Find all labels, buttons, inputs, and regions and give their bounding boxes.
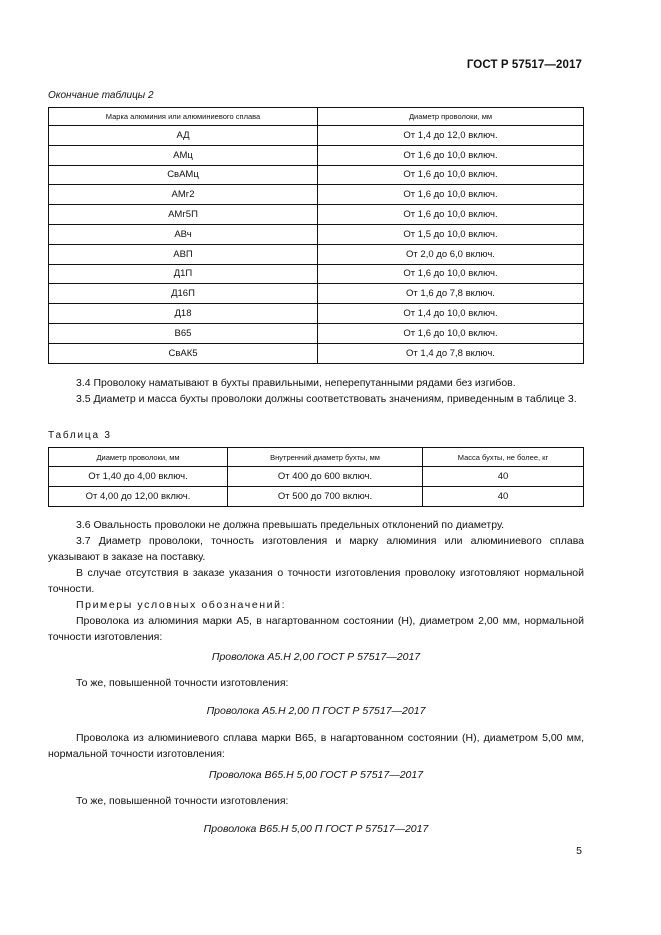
examples-title: Примеры условных обозначений: bbox=[76, 599, 287, 611]
example-2-text: То же, повышенной точности изготовления: bbox=[76, 677, 289, 689]
table-cell: АВч bbox=[49, 224, 318, 244]
example-3-designation: Проволока В65.Н 5,00 ГОСТ Р 57517—2017 bbox=[208, 769, 424, 781]
example-4-designation: Проволока В65.Н 5,00 П ГОСТ Р 57517—2017 bbox=[203, 823, 429, 835]
table-cell: СвАК5 bbox=[49, 343, 318, 363]
table-row bbox=[49, 467, 584, 487]
table-row bbox=[49, 487, 584, 507]
table-row bbox=[49, 244, 584, 264]
table-cell: От 2,0 до 6,0 включ. bbox=[318, 244, 584, 264]
table-row bbox=[49, 185, 584, 205]
table-header-cell: Диаметр проволоки, мм bbox=[49, 448, 228, 467]
table-header-cell: Масса бухты, не более, кг bbox=[423, 448, 584, 467]
table-header-cell: Внутренний диаметр бухты, мм bbox=[228, 448, 423, 467]
table-cell: От 1,6 до 10,0 включ. bbox=[318, 145, 584, 165]
table-cell: Д1П bbox=[49, 264, 318, 284]
table-cell: От 1,40 до 4,00 включ. bbox=[49, 467, 228, 487]
table-cell: СвАМц bbox=[49, 165, 318, 185]
table-cell: АМц bbox=[49, 145, 318, 165]
table2-caption: Окончание таблицы 2 bbox=[48, 90, 154, 101]
table-row bbox=[49, 126, 584, 146]
table-cell: От 1,5 до 10,0 включ. bbox=[318, 224, 584, 244]
example-1-designation: Проволока А5.Н 2,00 ГОСТ Р 57517—2017 bbox=[211, 651, 421, 663]
table-cell: Д18 bbox=[49, 304, 318, 324]
table-cell: От 1,6 до 10,0 включ. bbox=[318, 264, 584, 284]
table-cell: От 1,6 до 7,8 включ. bbox=[318, 284, 584, 304]
paragraph-3-4: 3.4 Проволоку наматывают в бухты правильными, неперепутанными рядами без изгибов. bbox=[76, 377, 516, 389]
table-row bbox=[49, 323, 584, 343]
table-cell: АД bbox=[49, 126, 318, 146]
table-header-row bbox=[49, 108, 584, 126]
table-cell: 40 bbox=[423, 487, 584, 507]
paragraph-3-6: 3.6 Овальность проволоки не должна превышать предельных отклонений по диаметру. bbox=[76, 519, 505, 531]
table-cell: От 500 до 700 включ. bbox=[228, 487, 423, 507]
table-row bbox=[49, 205, 584, 225]
table-cell: От 1,6 до 10,0 включ. bbox=[318, 165, 584, 185]
table-cell: От 1,4 до 7,8 включ. bbox=[318, 343, 584, 363]
table-cell: Д16П bbox=[49, 284, 318, 304]
example-2-designation: Проволока А5.Н 2,00 П ГОСТ Р 57517—2017 bbox=[206, 705, 426, 717]
table-row bbox=[49, 284, 584, 304]
paragraph-3-7: 3.7 Диаметр проволоки, точность изготовления и марку алюминия или алюминиевого сплава указывают в заказе на поставку. bbox=[48, 535, 584, 563]
paragraph-3-5: 3.5 Диаметр и масса бухты проволоки должны соответствовать значениям, приведенным в таблице 3. bbox=[76, 393, 577, 405]
paragraph-3-7-note: В случае отсутствия в заказе указания о точности изготовления проволоку изготовляют нормальной точности. bbox=[48, 567, 584, 595]
table-header-row bbox=[49, 448, 584, 467]
table-cell: АМг2 bbox=[49, 185, 318, 205]
table-row bbox=[49, 264, 584, 284]
table-cell: От 400 до 600 включ. bbox=[228, 467, 423, 487]
example-1-text: Проволока из алюминия марки А5, в нагартованном состоянии (Н), диаметром 2,00 мм, нормальной точности изготовления: bbox=[48, 615, 584, 643]
table-cell: От 1,4 до 10,0 включ. bbox=[318, 304, 584, 324]
table-row bbox=[49, 304, 584, 324]
table-cell: От 4,00 до 12,00 включ. bbox=[49, 487, 228, 507]
example-3-text: Проволока из алюминиевого сплава марки В65, в нагартованном состоянии (Н), диаметром 5,00 мм, нормальной точности изготовления: bbox=[48, 732, 584, 760]
table-header-cell: Диаметр проволоки, мм bbox=[318, 108, 584, 126]
table-2 bbox=[48, 107, 584, 364]
table-cell: АВП bbox=[49, 244, 318, 264]
table-cell: В65 bbox=[49, 323, 318, 343]
table-row bbox=[49, 224, 584, 244]
table-row bbox=[49, 165, 584, 185]
table-cell: 40 bbox=[423, 467, 584, 487]
table-header-cell: Марка алюминия или алюминиевого сплава bbox=[49, 108, 318, 126]
example-4-text: То же, повышенной точности изготовления: bbox=[76, 795, 289, 807]
table3-caption: Таблица 3 bbox=[48, 430, 112, 441]
table-cell: От 1,6 до 10,0 включ. bbox=[318, 185, 584, 205]
table-cell: От 1,4 до 12,0 включ. bbox=[318, 126, 584, 146]
table-3 bbox=[48, 447, 584, 507]
page-number: 5 bbox=[576, 845, 582, 857]
table-cell: АМг5П bbox=[49, 205, 318, 225]
table-row bbox=[49, 343, 584, 363]
table-cell: От 1,6 до 10,0 включ. bbox=[318, 323, 584, 343]
table-cell: От 1,6 до 10,0 включ. bbox=[318, 205, 584, 225]
document-code: ГОСТ Р 57517—2017 bbox=[466, 59, 582, 71]
table-row bbox=[49, 145, 584, 165]
